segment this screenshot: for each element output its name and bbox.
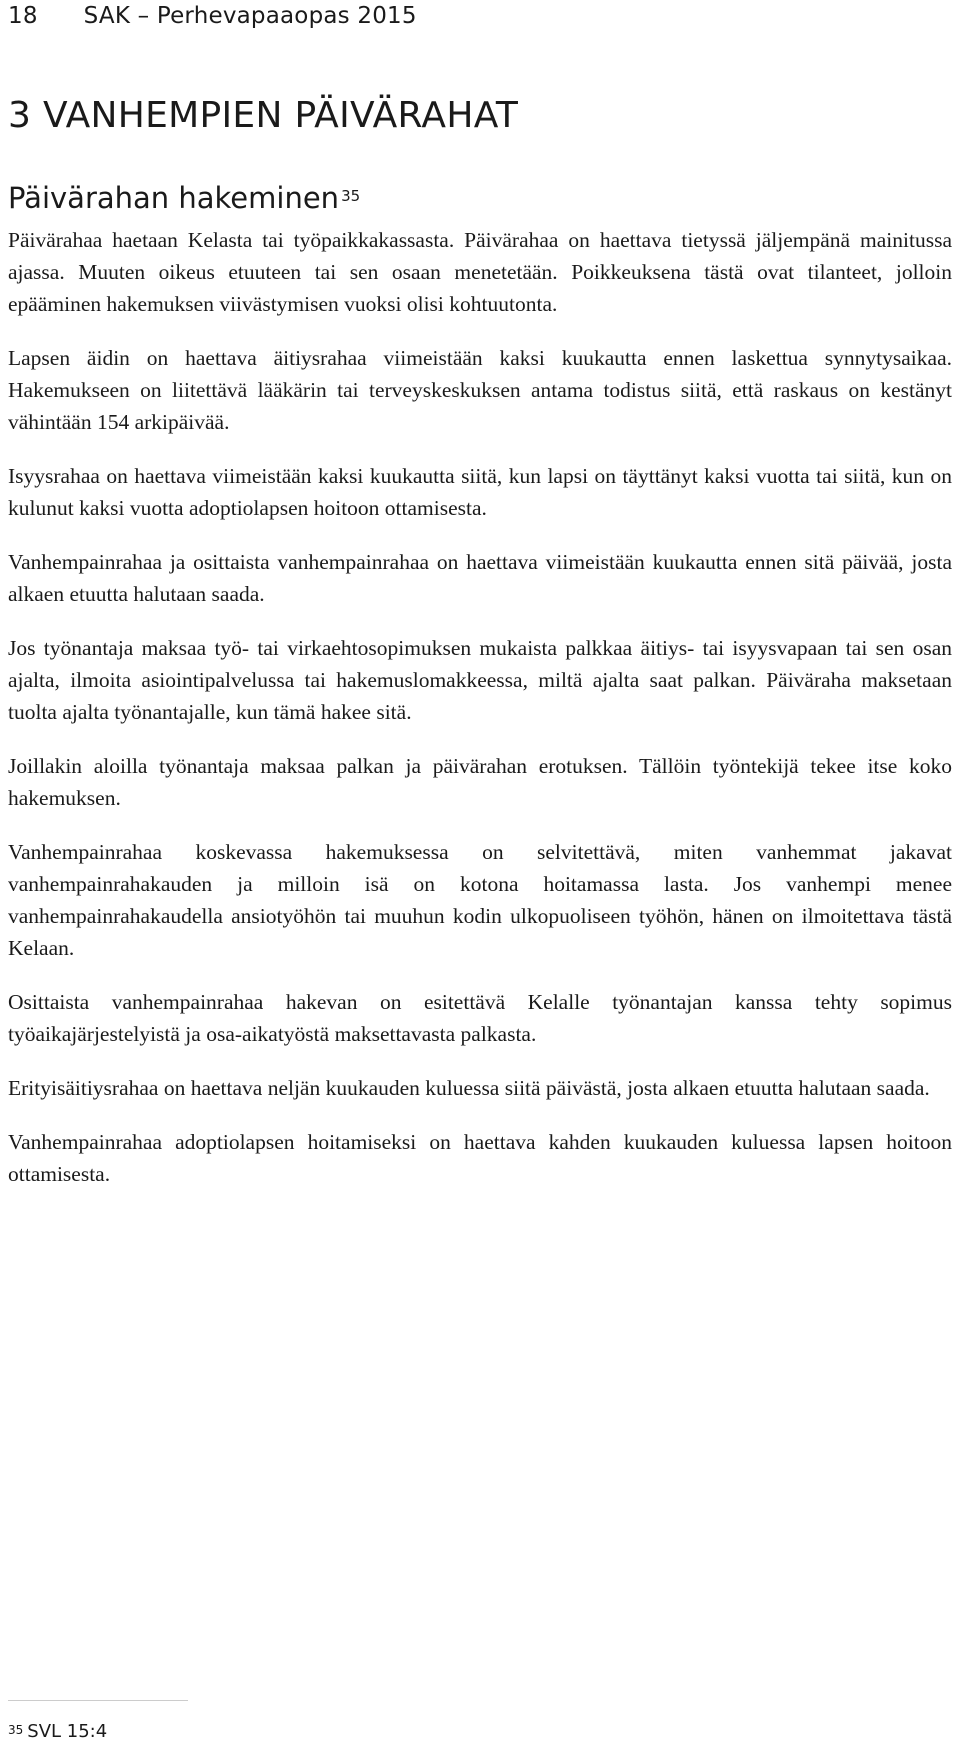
paragraph: Osittaista vanhempainrahaa hakevan on esitettävä Kelalle työnantajan kanssa tehty sopimus työaikajärjestelyistä ja osa-aikatyöstä maksettavasta palkasta. xyxy=(8,990,952,1046)
paragraph: Vanhempainrahaa koskevassa hakemuksessa on selvitettävä, miten vanhemmat jakavat vanhempainrahakauden ja milloin isä on kotona hoitamassa lasta. Jos vanhempi menee vanhempainrahakaudella ansiotyöhön tai muuhun kodin ulkopuoliseen työhön, hänen on ilmoitettava tästä Kelaan. xyxy=(8,840,952,960)
paragraph: Joillakin aloilla työnantaja maksaa palkan ja päivärahan erotuksen. Tällöin työntekijä tekee itse koko hakemuksen. xyxy=(8,754,952,810)
section-title-text: Päivärahan hakeminen xyxy=(8,181,340,215)
paragraph: Jos työnantaja maksaa työ- tai virkaehtosopimuksen mukaista palkkaa äitiys- tai isyysvapaan tai sen osan ajalta, ilmoita asiointipalvelussa tai hakemuslomakkeessa, miltä ajalta saat palkan. Päiväraha maksetaan tuolta ajalta työnantajalle, kun tämä hakee sitä. xyxy=(8,636,952,724)
paragraph: Vanhempainrahaa ja osittaista vanhempainrahaa on haettava viimeistään kuukautta ennen sitä päivää, josta alkaen etuutta halutaan saada. xyxy=(8,550,952,606)
footnote-text: SVL 15:4 xyxy=(27,1721,108,1742)
paragraph: Lapsen äidin on haettava äitiysrahaa viimeistään kaksi kuukautta ennen laskettua synnytysaikaa. Hakemukseen on liitettävä lääkärin tai terveyskeskuksen antama todistus siitä, että raskaus on kestänyt vähintään 154 arkipäivää. xyxy=(8,346,952,434)
chapter-title: 3 VANHEMPIEN PÄIVÄRAHAT xyxy=(8,95,519,136)
body-text xyxy=(8,224,952,1212)
footnote xyxy=(8,1720,107,1744)
footnote-divider xyxy=(8,1700,188,1701)
page-number: 18 xyxy=(8,3,38,29)
footnote-number: 35 xyxy=(8,1723,24,1737)
footnote-reference[interactable]: 35 xyxy=(341,187,361,205)
publication-title: SAK – Perhevapaaopas 2015 xyxy=(83,3,417,29)
running-header xyxy=(8,0,417,32)
paragraph: Erityisäitiysrahaa on haettava neljän kuukauden kuluessa siitä päivästä, josta alkaen etuutta halutaan saada. xyxy=(8,1076,930,1100)
paragraph: Isyysrahaa on haettava viimeistään kaksi kuukautta siitä, kun lapsi on täyttänyt kaksi vuotta tai siitä, kun on kulunut kaksi vuotta adoptiolapsen hoitoon ottamisesta. xyxy=(8,464,952,520)
paragraph: Vanhempainrahaa adoptiolapsen hoitamiseksi on haettava kahden kuukauden kuluessa lapsen hoitoon ottamisesta. xyxy=(8,1130,952,1186)
paragraph: Päivärahaa haetaan Kelasta tai työpaikkakassasta. Päivärahaa on haettava tietyssä jäljempänä mainitussa ajassa. Muuten oikeus etuuteen tai sen osaan menetetään. Poikkeuksena tästä ovat tilanteet, jolloin epääminen hakemuksen viivästymisen vuoksi olisi kohtuutonta. xyxy=(8,228,952,316)
section-title xyxy=(8,180,360,216)
